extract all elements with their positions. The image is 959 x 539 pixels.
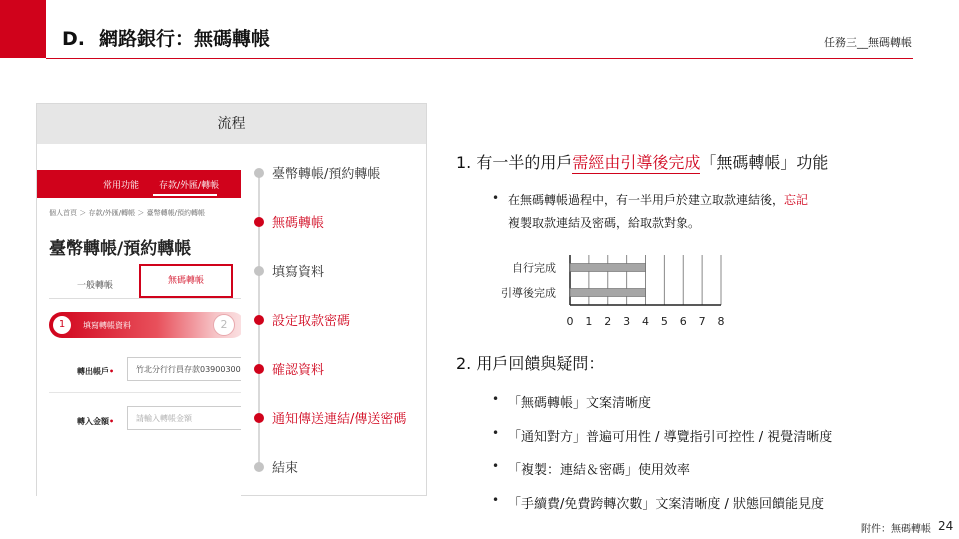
page-title	[62, 24, 270, 51]
step-label: 臺幣轉帳/預約轉帳	[272, 167, 381, 182]
header-divider	[46, 58, 913, 59]
completion-chart	[488, 250, 733, 330]
step-label: 填寫資料	[272, 265, 325, 280]
finding-2-heading: 2. 用戶回饋與疑問：	[456, 354, 605, 373]
phone-from-account-input[interactable]: 竹北分行行員存款03900300	[127, 357, 241, 381]
step-label: 設定取款密碼	[272, 314, 351, 329]
chart-bar	[570, 289, 646, 297]
progress-step-1: 1	[53, 316, 71, 334]
phone-tab-general[interactable]: 一般轉帳	[77, 281, 114, 291]
feedback-item: 「通知對方」普遍可用性 / 導覽指引可控性 / 視覺清晰度	[508, 430, 833, 445]
finding-1-detail: 在無碼轉帳過程中，有一半用戶於建立取款連結後，忘記	[508, 193, 809, 207]
feedback-item: 「手續費/免費跨轉次數」文案清晰度 / 狀態回饋能見度	[508, 497, 825, 512]
finding-1-highlight: 需經由引導後完成	[572, 153, 701, 172]
step-label: 無碼轉帳	[272, 216, 325, 231]
step-label: 確認資料	[272, 363, 325, 378]
chart-category-label: 自行完成	[512, 261, 556, 275]
phone-field-label-from: 轉出帳戶•	[77, 367, 115, 376]
phone-progress-bar	[49, 312, 241, 338]
phone-screenshot	[37, 144, 241, 496]
header-accent-bar	[0, 0, 46, 58]
phone-nav-item-active[interactable]: 存款/外匯/轉帳	[159, 181, 220, 191]
chart-tick-label: 2	[604, 315, 612, 328]
bullet-dot: •	[492, 392, 500, 406]
page-number: 24	[938, 519, 954, 533]
bullet-dot: •	[492, 191, 500, 205]
step-label: 結束	[272, 461, 299, 476]
step-dot	[254, 315, 264, 325]
footer-note: 附件：無碼轉帳	[861, 524, 931, 535]
finding-1-heading: 1. 有一半的用戶需經由引導後完成「無碼轉帳」功能	[456, 153, 829, 172]
title-text: 網路銀行：無碼轉帳	[99, 28, 271, 50]
chart-tick-label: 3	[623, 315, 631, 328]
chart-tick-label: 8	[717, 315, 725, 328]
phone-nav-item[interactable]: 常用功能	[103, 181, 140, 191]
finding-1-detail-cont: 複製取款連結及密碼，給取款對象。	[508, 216, 701, 230]
section-label: D.	[62, 28, 85, 50]
bullet-dot: •	[492, 493, 500, 507]
chart-tick-label: 7	[698, 315, 706, 328]
progress-step-label: 填寫轉帳資料	[83, 321, 131, 330]
feedback-item: 「複製：連結＆密碼」使用效率	[508, 463, 691, 478]
step-dot	[254, 217, 264, 227]
step-label: 通知傳送連結/傳送密碼	[272, 412, 407, 427]
step-dot	[254, 364, 264, 374]
chart-tick-label: 6	[679, 315, 687, 328]
chart-category-label: 引導後完成	[501, 286, 556, 300]
step-dot	[254, 168, 264, 178]
bullet-dot: •	[492, 459, 500, 473]
phone-nav-underline	[153, 194, 217, 196]
phone-field-label-amount: 轉入金額•	[77, 417, 115, 426]
chart-tick-label: 5	[660, 315, 668, 328]
phone-amount-input[interactable]: 請輸入轉帳金額	[127, 406, 241, 430]
chart-tick-label: 4	[642, 315, 649, 328]
step-dot	[254, 413, 264, 423]
phone-nav-bar	[37, 170, 241, 198]
phone-page-title: 臺幣轉帳/預約轉帳	[49, 239, 192, 259]
task-label: 任務三__無碼轉帳	[824, 36, 912, 49]
phone-field-divider	[49, 392, 241, 393]
phone-tab-divider	[49, 298, 241, 299]
progress-step-2: 2	[213, 314, 235, 336]
phone-breadcrumb: 個人首頁 ＞ 存款/外匯/轉帳 ＞ 臺幣轉帳/預約轉帳	[49, 209, 205, 217]
phone-tab-codeless[interactable]: 無碼轉帳	[139, 264, 233, 298]
chart-bar	[570, 264, 646, 272]
chart-tick-label: 0	[566, 315, 574, 328]
flow-panel-heading: 流程	[37, 104, 426, 144]
step-dot	[254, 266, 264, 276]
step-dot	[254, 462, 264, 472]
flow-panel	[36, 103, 427, 496]
chart-tick-label: 1	[585, 315, 593, 328]
feedback-item: 「無碼轉帳」文案清晰度	[508, 396, 652, 411]
bullet-dot: •	[492, 426, 500, 440]
